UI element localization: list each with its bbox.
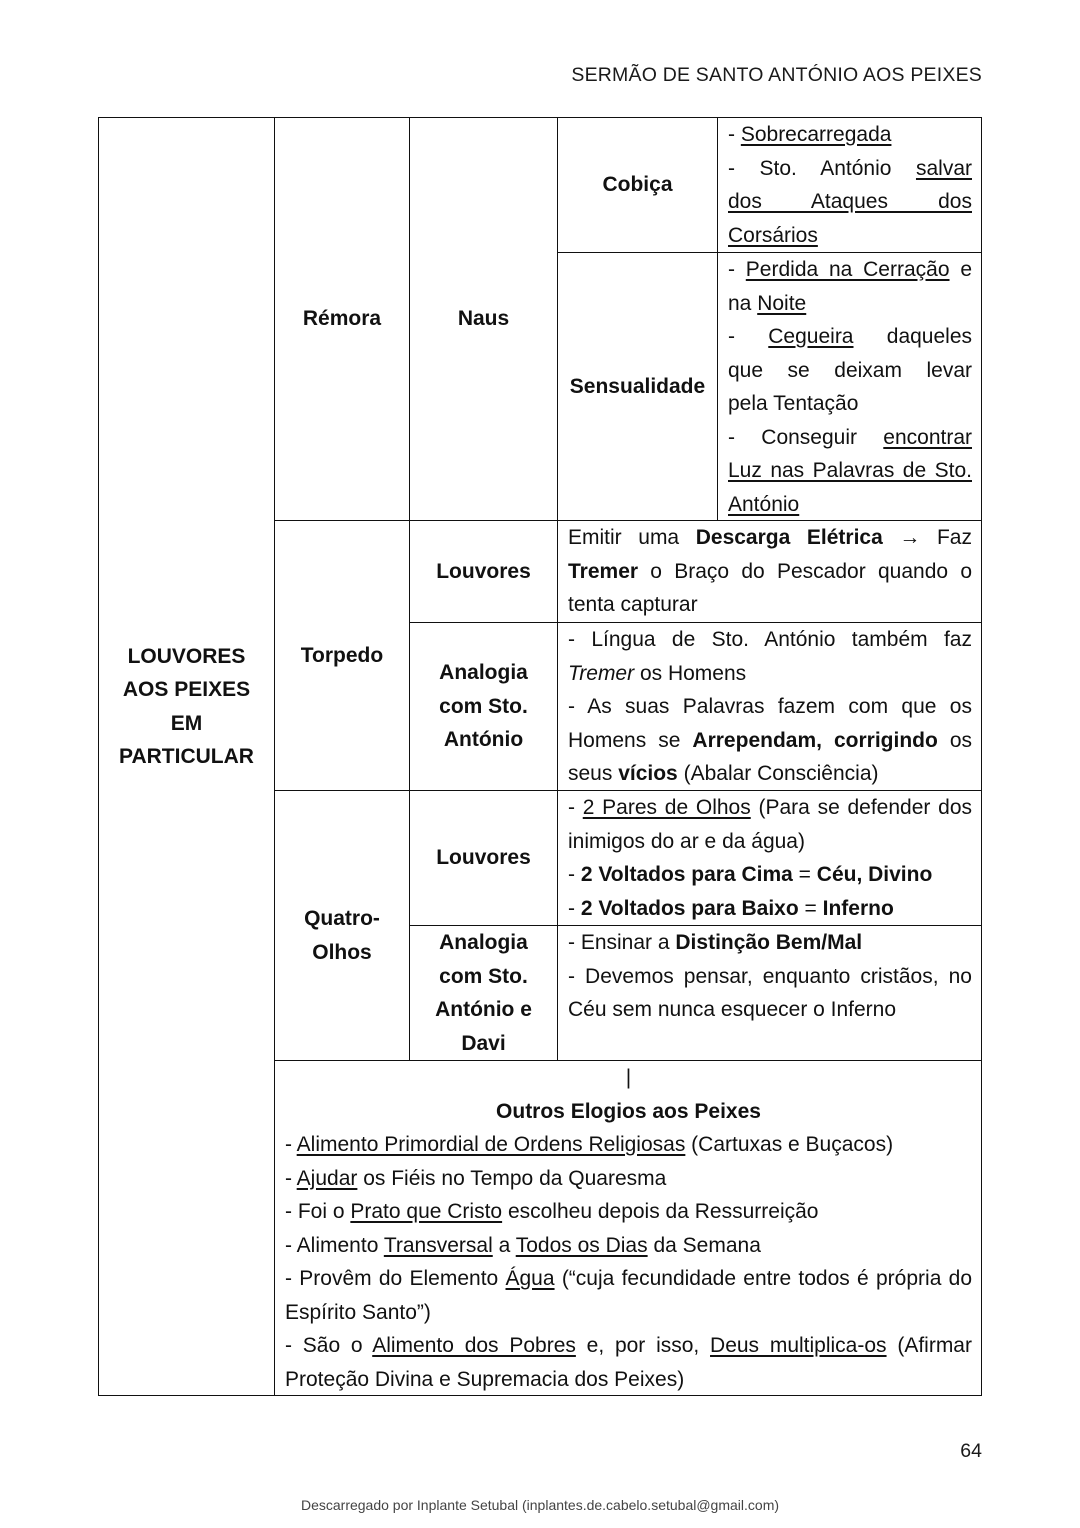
torpedo-louvores-label: Louvores (409, 520, 558, 623)
torpedo-analogia-label: Analogia com Sto. António (409, 622, 558, 791)
list-item: - Foi o Prato que Cristo escolheu depois da Ressurreição (285, 1200, 819, 1223)
page-header: SERMÃO DE SANTO ANTÓNIO AOS PEIXES (571, 64, 982, 86)
page-number: 64 (960, 1440, 982, 1462)
section-label: LOUVORES AOS PEIXES EM PARTICULAR (119, 644, 254, 768)
object-naus: Naus (409, 117, 558, 521)
list-item: - Ajudar os Fiéis no Tempo da Quaresma (285, 1166, 667, 1190)
connector-line: | (625, 1066, 632, 1089)
quatro-olhos-louvores-label: Louvores (409, 790, 558, 926)
list-item: - Alimento Transversal a Todos os Dias da Semana (285, 1233, 761, 1257)
quatro-olhos-analogia-label: Analogia com Sto. António e Davi (409, 925, 558, 1061)
sensualidade-description: - Perdida na Cerração e na Noite - Cegueira daqueles que se deixam levar pela Tentação - Conseguir encontrar Luz nas Palavras de Sto. António (717, 252, 982, 521)
torpedo-louvores-text: Emitir uma Descarga Elétrica → Faz Tremer o Braço do Pescador quando o tenta capturar (557, 520, 982, 623)
download-footer: Descarregado por Inplante Setubal (inplantes.de.cabelo.setubal@gmail.com) (300, 1497, 780, 1513)
quatro-olhos-louvores-text: - 2 Pares de Olhos (Para se defender dos inimigos do ar e da água) - 2 Voltados para Cima = Céu, Divino - 2 Voltados para Baixo = Inferno (557, 790, 982, 926)
outros-elogios-cell (274, 1060, 982, 1396)
vice-sensualidade: Sensualidade (557, 252, 718, 521)
quatro-olhos-analogia-text: - Ensinar a Distinção Bem/Mal - Devemos pensar, enquanto cristãos, no Céu sem nunca esquecer o Inferno (557, 925, 982, 1061)
fish-quatro-olhos: Quatro- Olhos (274, 790, 410, 1061)
list-item: - Alimento Primordial de Ordens Religiosas (Cartuxas e Buçacos) (285, 1133, 894, 1156)
cobica-description: - Sobrecarregada - Sto. António salvar dos Ataques dos Corsários (717, 117, 982, 253)
section-label-cell (98, 117, 275, 1396)
list-item: - Provêm do Elemento Água (“cuja fecundidade entre todos é própria do Espírito Santo”) (285, 1267, 972, 1324)
vice-cobica: Cobiça (557, 117, 718, 253)
torpedo-analogia-text: - Língua de Sto. António também faz Tremer os Homens - As suas Palavras fazem com que os Homens se Arrependam, corrigindo os seus vícios (Abalar Consciência) (557, 622, 982, 791)
outros-elogios-title: Outros Elogios aos Peixes (496, 1099, 761, 1123)
fish-torpedo: Torpedo (274, 520, 410, 791)
list-item: - São o Alimento dos Pobres e, por isso, Deus multiplica-os (Afirmar Proteção Divina e Supremacia dos Peixes) (285, 1334, 972, 1391)
fish-remora: Rémora (274, 117, 410, 521)
